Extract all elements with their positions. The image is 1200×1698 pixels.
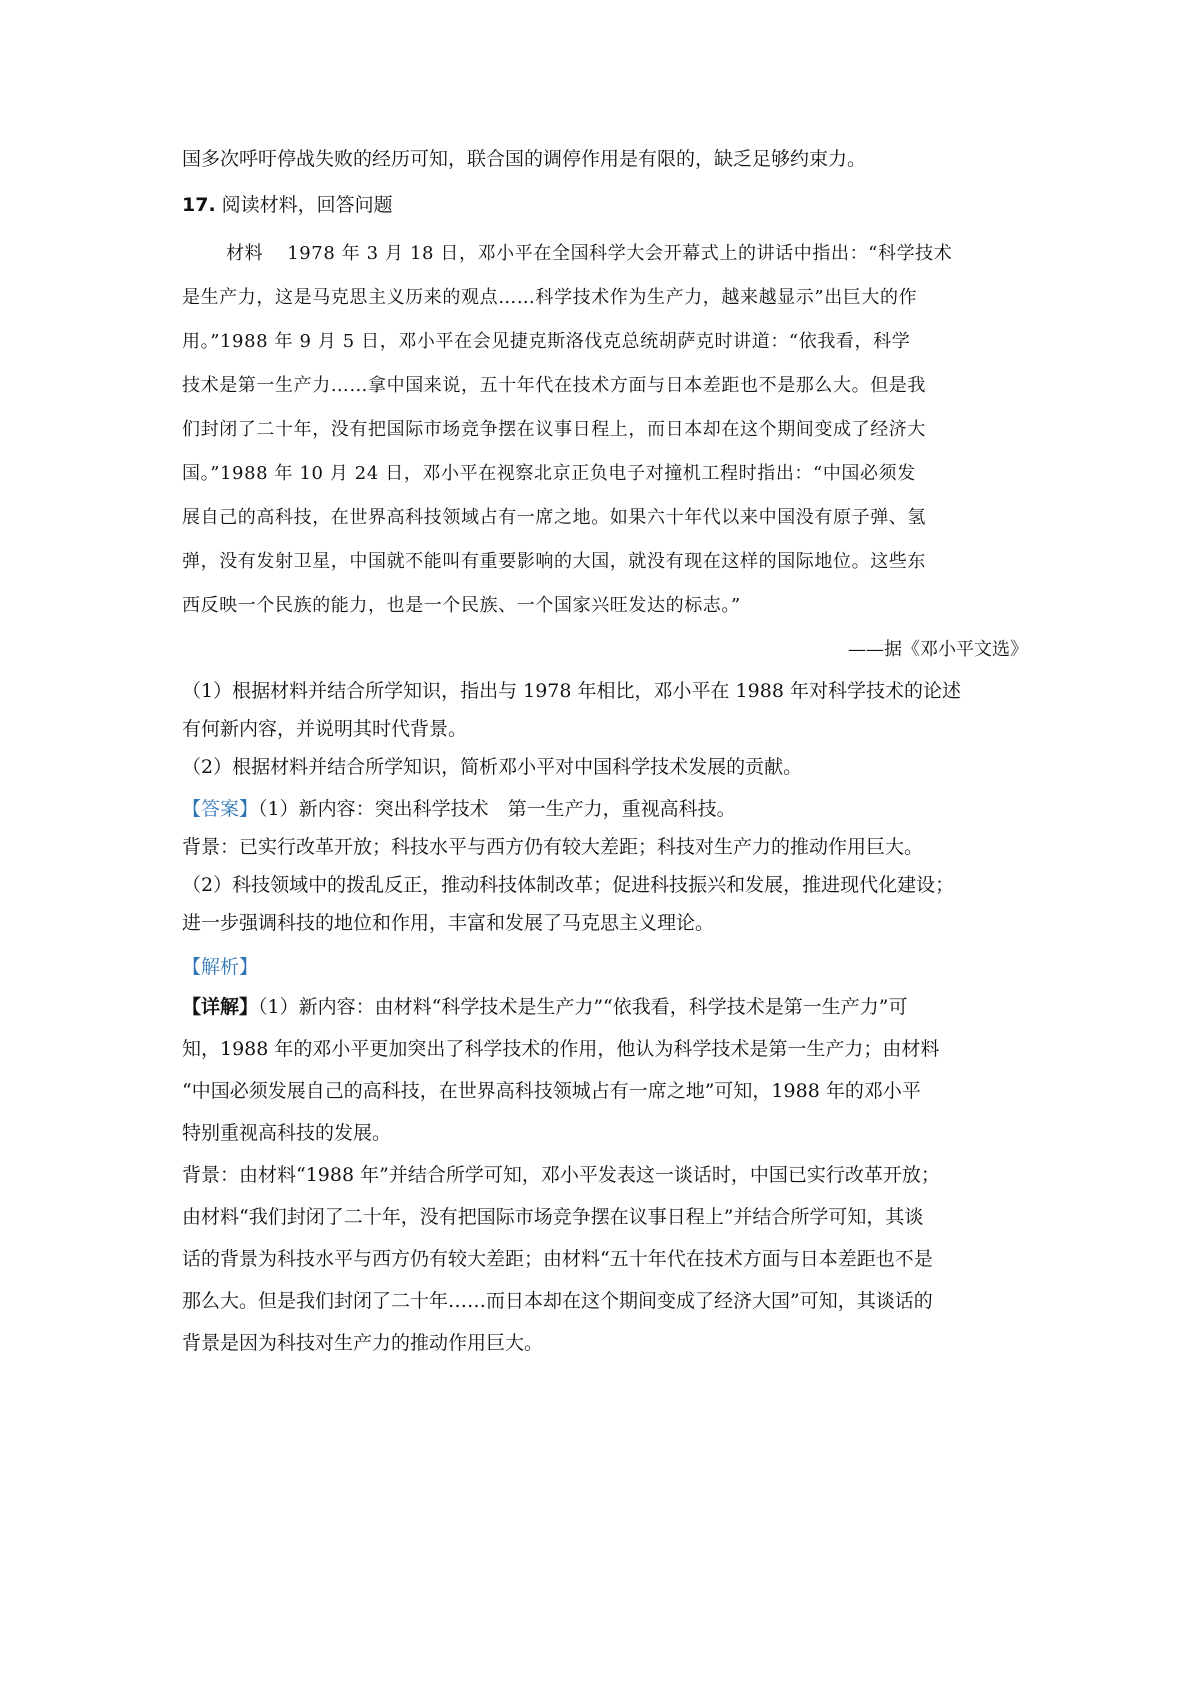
material-line: 展自己的高科技，在世界高科技领域占有一席之地。如果六十年代以来中国没有原子弹、氢 [182, 507, 926, 528]
answer-block [182, 790, 1028, 942]
detail-line: 由材料“我们封闭了二十年，没有把国际市场竞争摆在议事日程上”并结合所学可知，其谈 [182, 1206, 924, 1228]
question-prompt: 阅读材料，回答问题 [221, 194, 393, 216]
material-line: 国。”1988 年 10 月 24 日，邓小平在视察北京正负电子对撞机工程时指出：“中国必须发 [182, 463, 916, 484]
answer-line: 【答案】（1）新内容：突出科学技术 第一生产力，重视高科技。 [182, 798, 736, 820]
sub-questions [182, 672, 1028, 786]
analysis-header [182, 948, 1028, 986]
material-line: 弹，没有发射卫星，中国就不能叫有重要影响的大国，就没有现在这样的国际地位。这些东 [182, 551, 926, 572]
detail-line: “中国必须发展自己的高科技，在世界高科技领城占有一席之地”可知，1988 年的邓小平 [182, 1080, 921, 1102]
detail-line: 背景：由材料“1988 年”并结合所学可知，邓小平发表这一谈话时，中国已实行改革开放； [182, 1164, 940, 1186]
material-block [182, 232, 1028, 672]
material-line: 西反映一个民族的能力，也是一个民族、一个国家兴旺发达的标志。” [182, 595, 741, 616]
sub-question-line: （1）根据材料并结合所学知识，指出与 1978 年相比，邓小平在 1988 年对科学技术的论述 [182, 680, 961, 702]
detail-line: 知，1988 年的邓小平更加突出了科学技术的作用，他认为科学技术是第一生产力；由材料 [182, 1038, 940, 1060]
analysis-tag: 【解析】 [182, 956, 259, 978]
answer-tag: 【答案】 [182, 798, 259, 820]
material-line: 技术是第一生产力……拿中国来说，五十年代在技术方面与日本差距也不是那么大。但是我 [182, 375, 926, 396]
sub-question-line: （2）根据材料并结合所学知识，简析邓小平对中国科学技术发展的贡献。 [182, 756, 803, 778]
document-page [182, 140, 1028, 1364]
question-header [182, 186, 1028, 224]
detail-tag: 【详解】 [182, 996, 259, 1018]
material-line: 用。”1988 年 9 月 5 日，邓小平在会见捷克斯洛伐克总统胡萨克时讲道：“依我看，科学 [182, 331, 911, 352]
sub-question-line: 有何新内容，并说明其时代背景。 [182, 718, 468, 740]
detail-line: 【详解】（1）新内容：由材料“科学技术是生产力”“依我看，科学技术是第一生产力”可 [182, 996, 908, 1018]
detail-line: 特别重视高科技的发展。 [182, 1122, 392, 1144]
material-line: 是生产力，这是马克思主义历来的观点……科学技术作为生产力，越来越显示”出巨大的作 [182, 287, 918, 308]
material-source: ——据《邓小平文选》 [848, 639, 1028, 660]
material-label: 材料 [226, 243, 264, 264]
detail-block [182, 986, 1028, 1364]
question-number: 17. [182, 194, 216, 216]
detail-line: 话的背景为科技水平与西方仍有较大差距；由材料“五十年代在技术方面与日本差距也不是 [182, 1248, 933, 1270]
answer-line: （2）科技领域中的拨乱反正，推动科技体制改革；促进科技振兴和发展，推进现代化建设； [182, 874, 955, 896]
answer-line: 进一步强调科技的地位和作用，丰富和发展了马克思主义理论。 [182, 912, 715, 934]
material-line: 材料 1978 年 3 月 18 日，邓小平在全国科学大会开幕式上的讲话中指出：“科学技术 [226, 243, 953, 264]
detail-line: 背景是因为科技对生产力的推动作用巨大。 [182, 1332, 544, 1354]
detail-line: 那么大。但是我们封闭了二十年……而日本却在这个期间变成了经济大国”可知，其谈话的 [182, 1290, 933, 1312]
previous-answer-tail: 国多次呼吁停战失败的经历可知，联合国的调停作用是有限的，缺乏足够约束力。 [182, 148, 867, 170]
answer-line: 背景：已实行改革开放；科技水平与西方仍有较大差距；科技对生产力的推动作用巨大。 [182, 836, 924, 858]
material-line: 们封闭了二十年，没有把国际市场竞争摆在议事日程上，而日本却在这个期间变成了经济大 [182, 419, 926, 440]
